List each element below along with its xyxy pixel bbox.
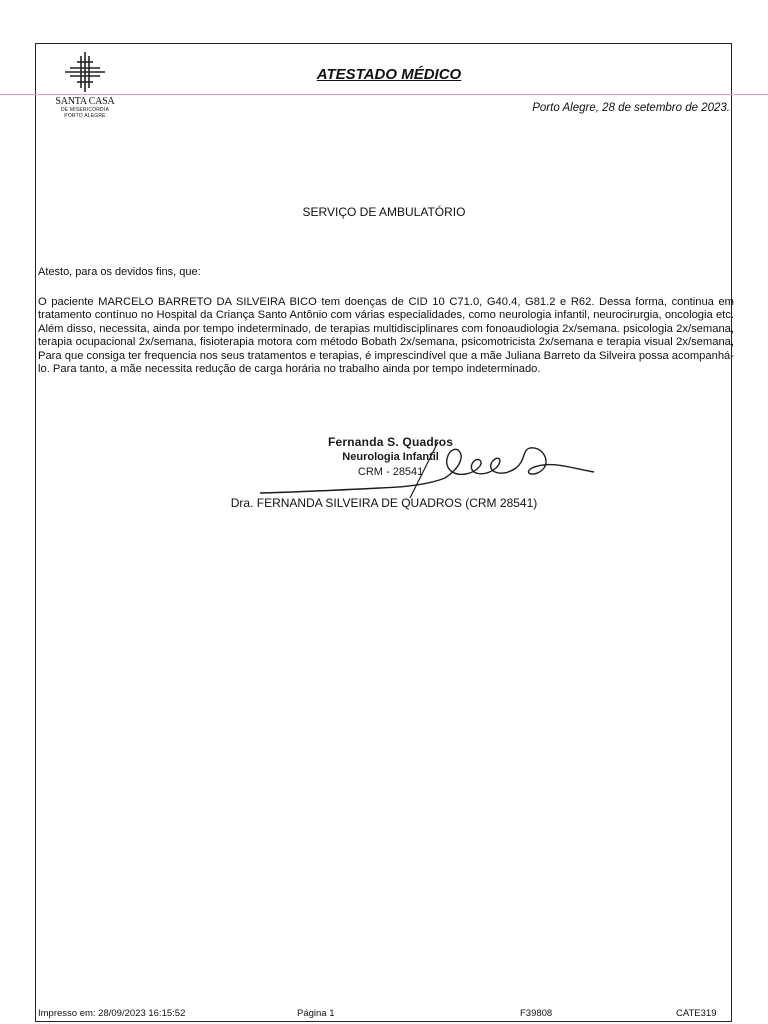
logo-subtitle: DE MISERICÓRDIA	[60, 107, 109, 113]
signer-name: Dra. FERNANDA SILVEIRA DE QUADROS (CRM 28541)	[230, 496, 538, 510]
logo-city: PORTO ALEGRE	[64, 113, 106, 119]
logo-name: SANTA CASA	[55, 96, 115, 107]
intro-text: Atesto, para os devidos fins, que:	[38, 266, 201, 278]
place-date: Porto Alegre, 28 de setembro de 2023.	[532, 102, 730, 114]
document-title: ATESTADO MÉDICO	[316, 66, 462, 83]
hospital-logo	[50, 50, 120, 119]
footer-category: CATE319	[676, 1008, 717, 1019]
footer-page-number: Página 1	[297, 1008, 335, 1019]
page-frame	[35, 43, 732, 1022]
footer-code: F39808	[520, 1008, 553, 1019]
stamp-specialty: Neurologia Infantil	[342, 451, 439, 463]
stamp-crm: CRM - 28541	[357, 466, 424, 478]
footer-printed: Impresso em: 28/09/2023 16:15:52	[38, 1008, 186, 1019]
stamp-name: Fernanda S. Quadros	[328, 435, 454, 449]
doctor-stamp	[328, 435, 453, 480]
service-heading: SERVIÇO DE AMBULATÓRIO	[302, 205, 466, 219]
certificate-body: O paciente MARCELO BARRETO DA SILVEIRA BICO tem doenças de CID 10 C71.0, G40.4, G81.2 e R62. Dessa forma, continua em tratamento contínuo no Hospital da Criança Santo Antônio com várias especialidades, como neurologia infantil, neurocirurgia, oncologia etc. Além disso, necessita, ainda por tempo indeterminado, de terapias multidisciplinares com fonoaudiologia 2x/semana. psicologia 2x/semana, terapia ocupacional 2x/semana, fisioterapia motora com método Bobath 2x/semana, psicomotricista 2x/semana e terapia visual 2x/semana, Para que consiga ter frequencia nos seus tratamentos e terapias, é imprescindível que a mãe Juliana Barreto da Silveira possa acompanhá-lo. Para tanto, a mãe necessita redução de carga horária no trabalho ainda por tempo indeterminado.	[38, 296, 734, 376]
